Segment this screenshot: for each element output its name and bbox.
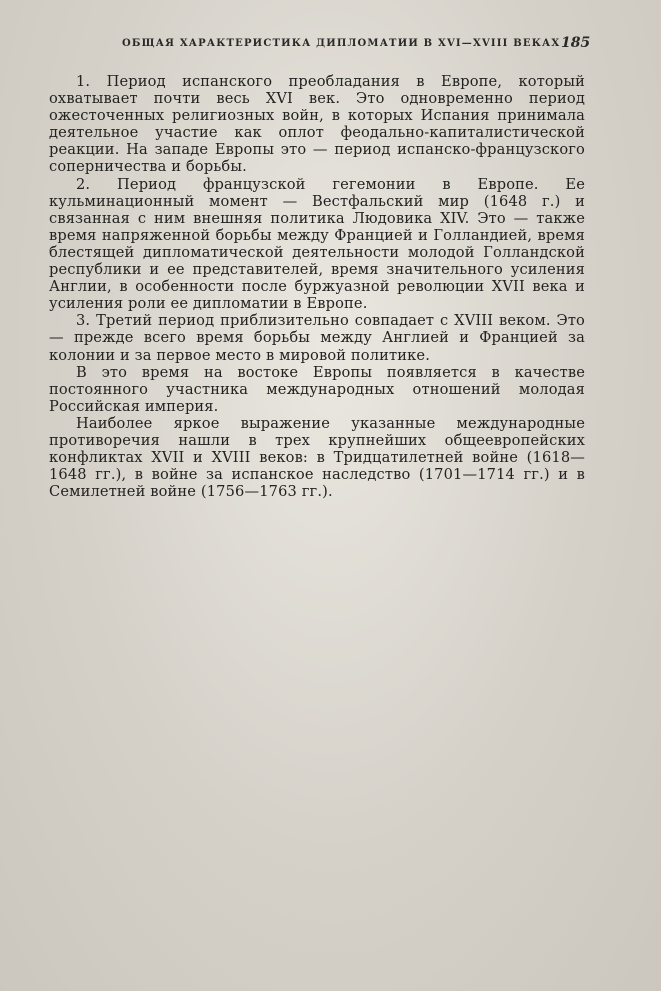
paragraph-conflicts: Наиболее яркое выражение указанные международные противоречия нашли в трех крупнейших общеевропейских конфликтах XVII и XVIII веков: в Тридцатилетней войне (1618—1648 гг.), в войне за испанское наследство (1701—1714 гг.) и в Семилетней войне (1756—1763 гг.). (49, 414, 585, 501)
paragraph-period-3: 3. Третий период приблизительно совпадает с XVIII веком. Это — прежде всего время борьбы между Англией и Францией за колонии и за первое место в мировой политике. (49, 312, 585, 364)
page-number: 185 (561, 35, 591, 51)
body-text (49, 73, 585, 500)
running-head: ОБЩАЯ ХАРАКТЕРИСТИКА ДИПЛОМАТИИ В XVI—XVIII ВЕКАХ (122, 38, 561, 49)
paragraph-period-1: 1. Период испанского преобладания в Европе, который охватывает почти весь XVI век. Это одновременно период ожесточенных религиозных войн, в которых Испания принимала деятельное участие как оплот феодально-капиталистической реакции. На западе Европы это — период испанско-французского соперничества и борьбы. (49, 73, 585, 176)
paragraph-period-2: 2. Период французской гегемонии в Европе. Ее кульминационный момент — Вестфальский мир (1648 г.) и связанная с ним внешняя политика Людовика XIV. Это — также время напряженной борьбы между Францией и Голландией, время блестящей дипломатической деятельности молодой Голландской республики и ее представителей, время значительного усиления Англии, в особенности после буржуазной революции XVII века и усиления роли ее дипломатии в Европе. (49, 175, 585, 313)
paragraph-russian-empire: В это время на востоке Европы появляется в качестве постоянного участника международных отношений молодая Российская империя. (49, 363, 585, 415)
